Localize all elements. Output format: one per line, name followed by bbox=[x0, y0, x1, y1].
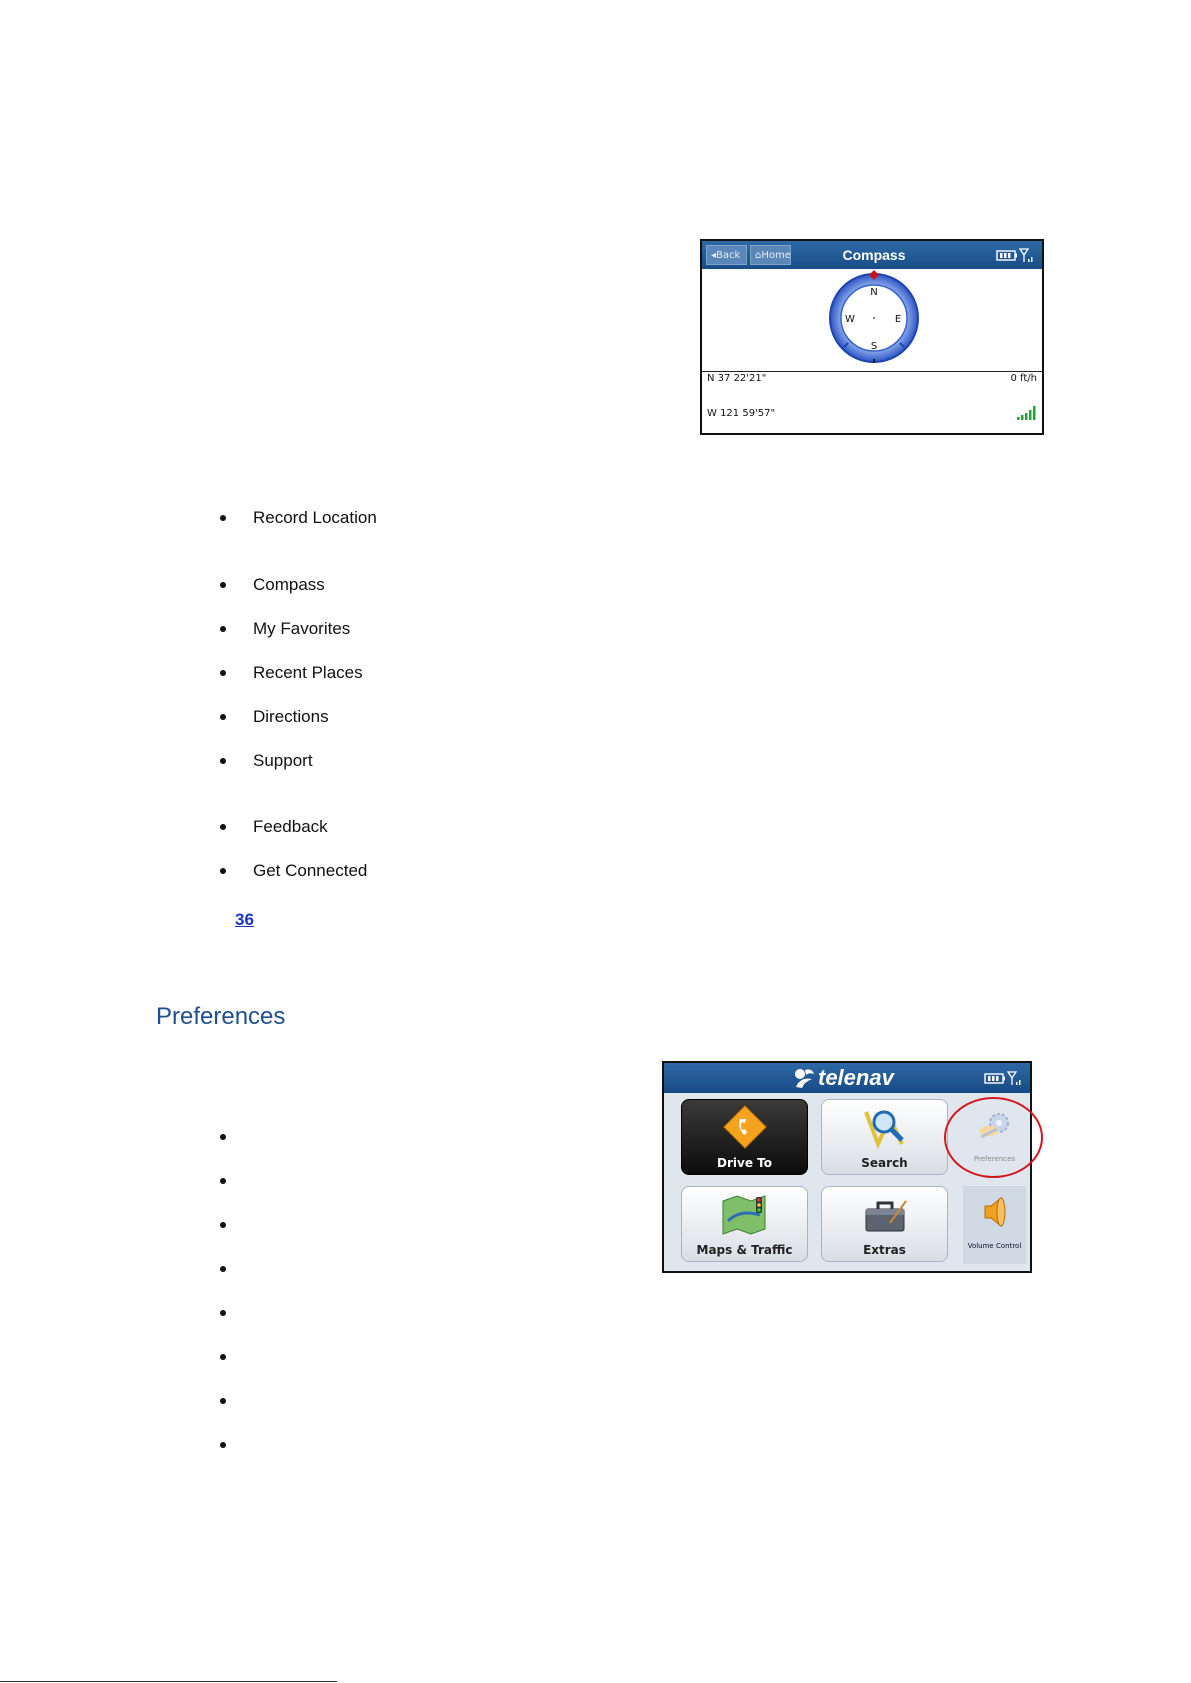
compass-east: E bbox=[894, 314, 902, 325]
feature-compass: Compass bbox=[253, 575, 325, 594]
home-button[interactable] bbox=[750, 245, 791, 265]
bullet-icon bbox=[220, 1222, 226, 1228]
search-tile[interactable] bbox=[821, 1099, 948, 1175]
brand-name: telenav bbox=[818, 1065, 894, 1090]
page-reference-link[interactable]: 36 bbox=[235, 910, 254, 929]
phone-icon bbox=[720, 1104, 770, 1150]
latitude-readout: N 37 22'21" bbox=[707, 373, 767, 384]
search-label: Search bbox=[861, 1156, 908, 1170]
back-icon: ◂ bbox=[711, 250, 717, 261]
back-button[interactable] bbox=[706, 245, 747, 265]
compass-north: N bbox=[870, 287, 878, 298]
back-label: Back bbox=[716, 250, 741, 261]
bullet-icon bbox=[220, 1310, 226, 1316]
home-icon: ⌂ bbox=[755, 250, 762, 261]
feature-directions: Directions bbox=[253, 707, 329, 726]
bullet-icon bbox=[220, 868, 226, 874]
bullet-icon bbox=[220, 582, 226, 588]
feature-recent-places: Recent Places bbox=[253, 663, 363, 682]
divider bbox=[702, 371, 1042, 372]
volume-control-tile[interactable] bbox=[963, 1186, 1026, 1264]
map-icon bbox=[720, 1191, 770, 1237]
telenav-logo-icon bbox=[792, 1067, 816, 1089]
speaker-icon bbox=[977, 1194, 1013, 1230]
gps-signal-icon bbox=[1016, 405, 1036, 421]
section-heading: Preferences bbox=[156, 1003, 286, 1030]
feature-support: Support bbox=[253, 751, 313, 770]
drive-to-tile[interactable] bbox=[681, 1099, 808, 1175]
battery-signal-icon bbox=[996, 247, 1034, 263]
bullet-icon bbox=[220, 1442, 226, 1448]
bullet-icon bbox=[220, 670, 226, 676]
feature-feedback: Feedback bbox=[253, 817, 328, 836]
compass-south: S bbox=[870, 341, 878, 352]
extras-label: Extras bbox=[863, 1243, 906, 1257]
bullet-icon bbox=[220, 714, 226, 720]
drive-to-label: Drive To bbox=[717, 1156, 772, 1170]
footnote-rule bbox=[0, 1681, 337, 1682]
bullet-icon bbox=[220, 515, 226, 521]
magnifier-icon bbox=[860, 1104, 910, 1150]
feature-my-favorites: My Favorites bbox=[253, 619, 351, 638]
bullet-icon bbox=[220, 626, 226, 632]
home-label: Home bbox=[761, 250, 791, 261]
maps-traffic-tile[interactable] bbox=[681, 1186, 808, 1262]
bullet-icon bbox=[220, 1134, 226, 1140]
toolbox-icon bbox=[860, 1191, 910, 1237]
feature-get-connected: Get Connected bbox=[253, 861, 368, 880]
bullet-icon bbox=[220, 758, 226, 764]
extras-tile[interactable] bbox=[821, 1186, 948, 1262]
longitude-readout: W 121 59'57" bbox=[707, 408, 776, 419]
menu-header bbox=[664, 1063, 1030, 1093]
compass-rose-icon bbox=[827, 269, 921, 363]
bullet-icon bbox=[220, 1266, 226, 1272]
battery-signal-icon bbox=[984, 1070, 1022, 1086]
compass-west: W bbox=[845, 314, 855, 325]
feature-record-location: Record Location bbox=[253, 508, 377, 527]
preferences-label: Preferences bbox=[973, 1155, 1016, 1163]
bullet-icon bbox=[220, 1354, 226, 1360]
compass-screenshot bbox=[700, 239, 1044, 435]
screen-title: Compass bbox=[842, 247, 906, 263]
maps-traffic-label: Maps & Traffic bbox=[696, 1243, 793, 1257]
bullet-icon bbox=[220, 1398, 226, 1404]
highlight-circle bbox=[944, 1097, 1043, 1178]
bullet-icon bbox=[220, 1178, 226, 1184]
volume-control-label: Volume Control bbox=[967, 1242, 1022, 1250]
bullet-icon bbox=[220, 824, 226, 830]
compass-header bbox=[702, 241, 1042, 269]
speed-readout: 0 ft/h bbox=[1010, 373, 1037, 384]
